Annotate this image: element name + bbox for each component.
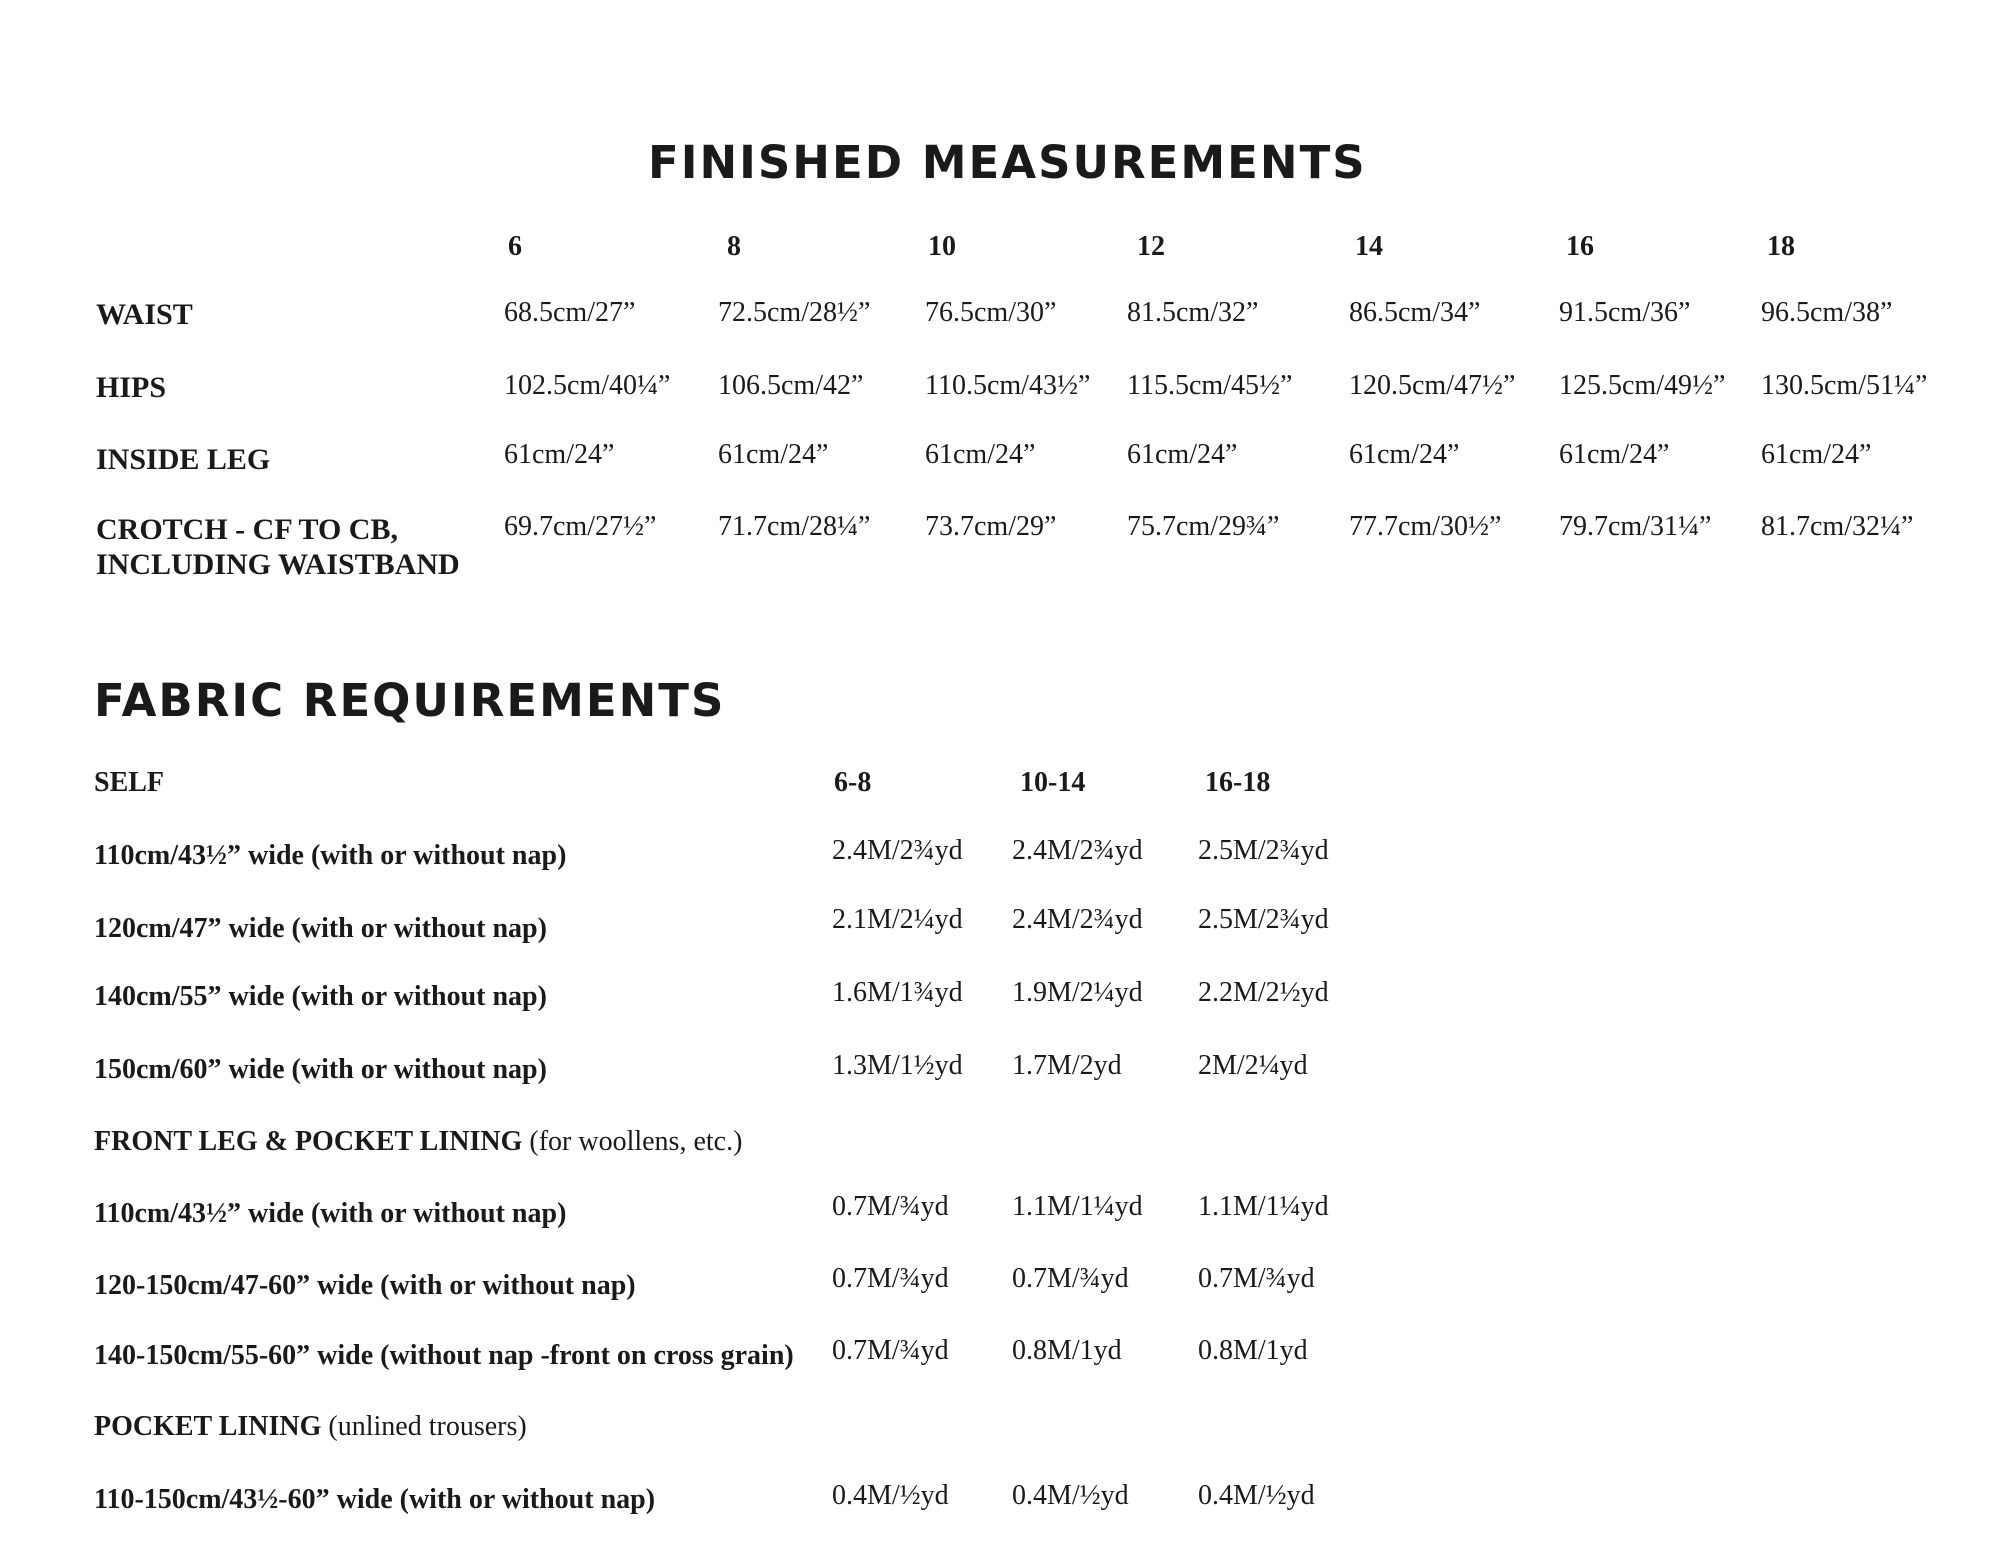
fabric-row-label: 120-150cm/47-60” wide (with or without nap)	[94, 1270, 636, 1301]
measurement-value: 72.5cm/28½”	[718, 297, 871, 328]
measurement-value: 61cm/24”	[1559, 439, 1670, 470]
fabric-value: 0.7M/¾yd	[1198, 1263, 1315, 1294]
measurement-label: CROTCH - CF TO CB, INCLUDING WAISTBAND	[96, 513, 460, 581]
fabric-row-label: 140-150cm/55-60” wide (without nap -front on cross grain)	[94, 1340, 794, 1371]
measurement-value: 102.5cm/40¼”	[504, 370, 671, 401]
size-header: 16	[1566, 231, 1594, 262]
fabric-value: 2M/2¼yd	[1198, 1050, 1308, 1081]
fabric-value: 0.4M/½yd	[1198, 1480, 1315, 1511]
measurement-value: 61cm/24”	[718, 439, 829, 470]
fabric-value: 0.7M/¾yd	[1012, 1263, 1129, 1294]
measurement-value: 130.5cm/51¼”	[1761, 370, 1928, 401]
size-header: 10	[928, 231, 956, 262]
fabric-section-label	[94, 1128, 742, 1156]
fabric-value: 0.4M/½yd	[832, 1480, 949, 1511]
fabric-value: 1.3M/1½yd	[832, 1050, 963, 1081]
measurement-value: 79.7cm/31¼”	[1559, 511, 1712, 542]
fabric-value: 1.6M/1¾yd	[832, 977, 963, 1008]
fabric-value: 0.8M/1yd	[1012, 1335, 1122, 1366]
fabric-section-label	[94, 769, 164, 797]
size-header: 12	[1137, 231, 1165, 262]
measurement-value: 68.5cm/27”	[504, 297, 636, 328]
measurement-value: 73.7cm/29”	[925, 511, 1057, 542]
fabric-value: 0.7M/¾yd	[832, 1191, 949, 1222]
fabric-row-label: 110-150cm/43½-60” wide (with or without nap)	[94, 1484, 656, 1515]
size-header: 14	[1355, 231, 1383, 262]
measurement-value: 75.7cm/29¾”	[1127, 511, 1280, 542]
measurement-value: 96.5cm/38”	[1761, 297, 1893, 328]
fabric-row-label: 150cm/60” wide (with or without nap)	[94, 1054, 547, 1085]
fabric-value: 0.7M/¾yd	[832, 1263, 949, 1294]
measurement-value: 61cm/24”	[1761, 439, 1872, 470]
size-header: 18	[1767, 231, 1795, 262]
fabric-value: 0.7M/¾yd	[832, 1335, 949, 1366]
fabric-value: 2.4M/2¾yd	[1012, 835, 1143, 866]
section-note: (unlined trousers)	[328, 1411, 527, 1442]
measurement-label: INSIDE LEG	[96, 443, 271, 476]
section-title: FRONT LEG & POCKET LINING	[94, 1126, 523, 1157]
fabric-value: 2.1M/2¼yd	[832, 904, 963, 935]
measurement-value: 86.5cm/34”	[1349, 297, 1481, 328]
fabric-row-label: 110cm/43½” wide (with or without nap)	[94, 1198, 567, 1229]
measurement-value: 61cm/24”	[1349, 439, 1460, 470]
measurement-value: 81.7cm/32¼”	[1761, 511, 1914, 542]
section-note: (for woollens, etc.)	[529, 1126, 743, 1157]
fabric-requirements-heading: FABRIC REQUIREMENTS	[94, 674, 726, 727]
size-header: 8	[727, 231, 741, 262]
measurement-value: 69.7cm/27½”	[504, 511, 657, 542]
measurement-value: 106.5cm/42”	[718, 370, 864, 401]
fabric-value: 2.5M/2¾yd	[1198, 835, 1329, 866]
fabric-row-label: 140cm/55” wide (with or without nap)	[94, 981, 547, 1012]
section-title: POCKET LINING	[94, 1411, 322, 1442]
measurement-value: 115.5cm/45½”	[1127, 370, 1293, 401]
fabric-value: 1.7M/2yd	[1012, 1050, 1122, 1081]
fabric-value: 2.5M/2¾yd	[1198, 904, 1329, 935]
measurement-value: 120.5cm/47½”	[1349, 370, 1516, 401]
fabric-value: 0.4M/½yd	[1012, 1480, 1129, 1511]
section-title: SELF	[94, 767, 165, 798]
fabric-value: 0.8M/1yd	[1198, 1335, 1308, 1366]
size-group-header: 10-14	[1020, 767, 1086, 798]
fabric-value: 1.1M/1¼yd	[1198, 1191, 1329, 1222]
measurement-value: 61cm/24”	[504, 439, 615, 470]
measurement-value: 76.5cm/30”	[925, 297, 1057, 328]
measurement-value: 77.7cm/30½”	[1349, 511, 1502, 542]
fabric-section-label	[94, 1413, 527, 1441]
finished-measurements-heading: FINISHED MEASUREMENTS	[648, 136, 1367, 189]
measurement-value: 71.7cm/28¼”	[718, 511, 871, 542]
fabric-row-label: 110cm/43½” wide (with or without nap)	[94, 840, 567, 871]
fabric-value: 2.2M/2½yd	[1198, 977, 1329, 1008]
measurement-value: 91.5cm/36”	[1559, 297, 1691, 328]
fabric-value: 1.1M/1¼yd	[1012, 1191, 1143, 1222]
fabric-row-label: 120cm/47” wide (with or without nap)	[94, 913, 547, 944]
measurement-value: 81.5cm/32”	[1127, 297, 1259, 328]
measurement-value: 125.5cm/49½”	[1559, 370, 1726, 401]
measurement-label: HIPS	[96, 371, 167, 404]
measurement-label: WAIST	[96, 298, 193, 331]
size-group-header: 16-18	[1205, 767, 1271, 798]
fabric-value: 1.9M/2¼yd	[1012, 977, 1143, 1008]
fabric-value: 2.4M/2¾yd	[832, 835, 963, 866]
measurement-value: 61cm/24”	[1127, 439, 1238, 470]
size-group-header: 6-8	[834, 767, 872, 798]
fabric-value: 2.4M/2¾yd	[1012, 904, 1143, 935]
measurement-value: 61cm/24”	[925, 439, 1036, 470]
measurement-value: 110.5cm/43½”	[925, 370, 1091, 401]
size-header: 6	[508, 231, 522, 262]
